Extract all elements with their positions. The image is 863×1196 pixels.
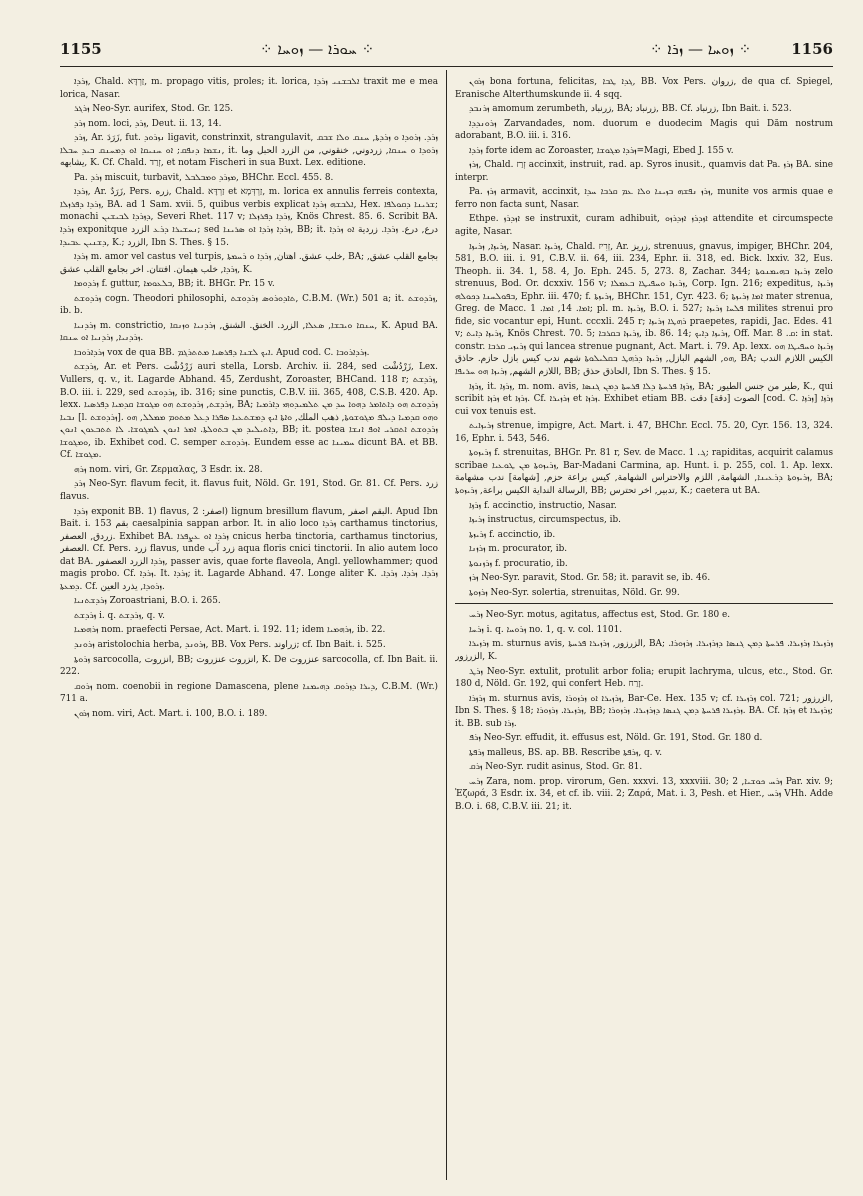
entry: ܙܪܕܫܬܢܝܐ Zoroastriani, B.O. i. 265. bbox=[74, 596, 221, 607]
entry: ܙܪܘܬܐ sarcocolla, انزروت, BB; انزروت عنزروت, K. De عنزروت sarcocolla, cf. Ibn Bait. ii. 222. bbox=[60, 654, 438, 678]
entry: ܙܪܕܫܬ, Ar. et Pers. زَرْدُشْت auri stella, Lorsb. Archiv. ii. 284, sed زَرْدُشْت, Lex. Vullers, q. v., it. Lagarde Abhand. 45, Zerdusht, Zoroaster, BHCand. 118 r; ܙܪܕܫܬ, B.O. iii. i. 229, sed ܙܪܕܘܫܬ, ib. 316; sine punctis, C.B.V. iii. 365, 408, C.S.B. 420. Ap. lexx. ܙܪܕܫܬ, ܙܪܕܘܫܬ ܗܘ ܡܓܘܫܐ ܩܕܡܝܐ ܕܦܪܣܝܐ, BA; ܙܪܕܘܫܬ ܗܘ ܕܐܬܐܡܪ ܕܗܘܐ ܚܕ ܡܢ ܬܠܡܝܕܘܗܝ ܕܐܪܡܝܐ ܢܒܝܐ [l. ܙܪܕܘܫܬ]. ܘܗܘ ܩܕܡܝܐ ܕܝܠܦ ܡܓܘܫܘܬܐ, ذهب الملك, ܘܐܬܐ ܐܝܟ ܕܡܫܬܥܝܐ ܣܦܪܐ ܕܥܠ ܡܬܘܡ ܡܡܠܠ, ܗܘ ܕܐܬܝܠܝܕ ܡܢ ܒܬܘܠܬܐ. ܐܡܪ ܐܢܘܢ ܠܡܓܘܫܐ. ܠܐ ܬܬܒܥܘܢ ܐܢܘܢ, BB; it. postea ܙܪܕܘܫܬ ܐܬܩܪܝ ܐܘܦ ܐܢܫܐ ܘܡܓܘܫܐ, ib. Exhibet cod. C. semper ܙܪܕܘܫܬ. Eundem esse ac ܚܡܝܢܐ dicunt BA. et BB. Cf. ܡܓܘܫܐ. bbox=[60, 362, 438, 461]
entry: ܙܪܦܬܐ malleus, BS. ap. BB. Rescribe ܙܪܦܬܐ, q. v. bbox=[469, 747, 663, 758]
entry: ܙܪܕܘܡܐ f. guttur, ܒܠܥܘܡܐ, BB; it. BHGr. Pr. 15 v. bbox=[74, 279, 275, 290]
entry: ܙܪܕܐܪܘܒܐ vox de qua BB. ܐܝܟ ܠܫܢܐ ܕܦܪܣܝܐ ܡܬܬܪܓܡ. Apud cod. C. ܙܪܕܐܪܘܒܐ. bbox=[74, 347, 370, 358]
section-rule bbox=[455, 603, 833, 604]
entry: ܙܪܕܐ forte idem ac Zoroaster, ܙܪܕܐ ܡܓܘܫܐ=Magi, Ebed J. 155 v. bbox=[469, 145, 734, 156]
entry: Pa. ܙܪܕ miscuit, turbavit, ܡܙܪܕ ܘܡܒܠܒܠ, BHChr. Eccl. 455. 8. bbox=[74, 172, 334, 183]
entry: ܙܪܕܫܬ i. q. ܙܪܕܫܬ, q. v. bbox=[74, 610, 165, 621]
entry: ܙܪܕ nom. loci, ܙܪܕ, Deut. ii. 13, 14. bbox=[74, 118, 222, 129]
left-page-number: 1155 bbox=[60, 40, 102, 58]
entry: ܙܪܙܘܬܐ Neo-Syr. solertia, strenuitas, Nöld. Gr. 99. bbox=[469, 587, 680, 598]
entry: ܙܪܙ Neo-Syr. paravit, Stod. Gr. 58; it. paravit se, ib. 46. bbox=[469, 573, 711, 584]
left-column bbox=[60, 76, 438, 1180]
entry: ܙܪܘܢܕ aristolochia herba, ܙܪܘܢܕ, BB. Vox Pers. زراوند; cf. Ibn Bait. i. 525. bbox=[74, 639, 386, 650]
entry: ܙܪܙܝܪܐ m. sturnus avis, الزرزور, ܙܪܙܝܪܐ ܦܪܚܬܐ, BA; ܙܪܙܝܪܐ ܙܪܙܝܪܐ. ܦܪܚܬܐ ܕܡܢ ܓܢܣܐ ܕܙܪܙܝܪܐ. ܙܪܙܘܪܐ. الزرزور, K. bbox=[455, 639, 833, 662]
entry: ܙܪܘܢ nom. viri, Act. Mart. i. 100, B.O. i. 189. bbox=[74, 708, 268, 719]
entry: ܙܪܕܐ exponit BB. 1) flavus, اصفر: 2) lignum bresillum flavum, البقم اصفر. Apud Ibn Bait. i. 153 بقم caesalpinia sappan arbor. It. in alio loco ܙܪܕܐ carthamus tinctorius, زردق, العصفر. Exhibet BA. ܙܪܕܐ ܐܘ ܥܨܦܪܐ cnicus herba tinctoria, carthamus tinctorius, العصفر. Cf. Pers. زرد flavus, unde زرد آب aqua floris cnici tinctorii. In alio autem loco dat BA. ܙܪܕܐ الزرد العصفور, passer avis, quae forte flaveola, Angl. yellowhammer; quod magis probo. Cf. ܙܪܕܐ. It. ܙܪܕܐ; it. Lagarde Abhand. 47. Longe aliter K. ܙܪܕܐ. ܙܪܕܐ. ܙܪܕܐ. ܕܡܥܬܐ. Cf. ܙܪܘܕܐ, يذرد العين. bbox=[60, 506, 438, 592]
entry: ܙܪܘܢ bona fortuna, felicitas, ܓܕܐ ܛܒܐ, BB. Vox Pers. زروان, de qua cf. Spiegel, Eranische Alterthumskunde ii. 4 sqq. bbox=[455, 77, 833, 100]
entry: ܙܪܝܙܐ, ܙܪܝܙܐ, Nasar. ܙܪܝܙܐ, Chald. זְרִיז, Ar. زريز, strenuus, gnavus, impiger, BHChr. 204, 581, B.O. iii. i. 91, C.B.V. ii. 64, iii. 234, Ephr. ii. 318, ed. Bick. lxxiv. 32, Eus. Theoph. ii. 34. 1, 58. 4, Jo. Eph. 245. 5, 273. 8, Zachar. 344; ܙܪܝܙܐ ܒܗܝܡܢܘܬܐ zelo strenuus, Bod. Or. dcxxiv. 156 v; ܙܪܝܙܐ ܘܚܦܝܛܐ ܒܥܡܠܐ, Corp. Ign. 216; expeditus, ܙܪܝܙܐ ܒܦܘܠܚܢܐ ܕܟܘܠܗ, Ephr. iii. 470; f. ܙܪܝܙܬܐ, BHChr. 151, Cyr. 423. 6; ܐܡܐ ܙܪܝܙܬܐ mater strenua, Greg. de Macc. ܐܡܐ. 14, ܐܡܐ. 1; pl. m. ܙܪܝܙܐ, B.O. i. 527; ܦܠܚܐ ܙܪܝܙܐ milites strenui pro fide, sic vocantur epi, Hunt. cccxli. 245 r; ܪܗܛܐ ܙܪܝܙܐ praepetes, rapidi, Jac. Edes. 41 v; ܙܪܝܙܐ ܕܐܝܬ, Knös Chrest. 70. 5; ܙܪܝܙܐ ܒܩܪܒܐ, ib. 86. 14; ܙܪܝܙܐ ܕܐܝܟ, Off. Mar. ܩ. 8: in stat. constr. ܙܪܝܙܝ ܩܪܒܐ qui lancea strenue pugnant, Act. Mart. i. 79. Ap. lexx. ܙܪܝܙܐ ܘܚܦܝܛܐ ܗܘ ܗܘ, الشهم البازل, ܙܪܝܙܐ ܕܪܗܛ ܒܩܠܝܠܘܬܐ شهم ندب كيس بازل حازم. حاذق, BA; الكيس اللازم الندب اللازم الشهم, ܙܪܝܙܐ ܗܘ ܚܪܝܦܐ, BB; الحاذق حذق, Ibn S. Thes. § 15. bbox=[455, 241, 833, 378]
entry: ܙܪܛ Neo-Syr. extulit, protulit arbor folia; erupit lachryma, ulcus, etc., Stod. Gr. 180 d, Nöld. Gr. 192, qui confert Heb. זָרַח. bbox=[455, 666, 833, 690]
entry: ܙܪܙܐ, it. ܙܪܙܐ, m. nom. avis, ܙܪܙܐ ܦܪܚܬܐ ܕܠܐ ܦܪܚܬܐ ܕܡܢ ܓܢܣܐ, BA; طير من جنس الطيور, K., qui scribit ܙܪܙܐ et ܙܪܙܐ. Cf. ܙܪܙܝܪܐ et ܙܪܙܐ. Exhibet etiam BB. الصوت [دقة] دقت [cod. C. ܙܪܙܐ] ܙܪܙܐ cui vox tenuis est. bbox=[455, 381, 833, 417]
entry: ܙܪܝܙܐܝܬ strenue, impigre, Act. Mart. i. 47, BHChr. Eccl. 75. 20, Cyr. 156. 13, 324. 16, Ephr. i. 543, 546. bbox=[455, 421, 833, 444]
right-running-title: ⁘ ܙܘܚܐ — ܙܪܐ ⁘ bbox=[650, 40, 752, 58]
entry: ܙܪܓܪ Neo-Syr. aurifex, Stod. Gr. 125. bbox=[74, 104, 234, 115]
entry: ܙܪܕ Neo-Syr. flavum fecit, it. flavus fuit, Nöld. Gr. 191, Stod. Gr. 81. Cf. Pers. زرد flavus. bbox=[60, 479, 438, 502]
entry: ܙܪܚ Neo-Syr. motus, agitatus, affectus est, Stod. Gr. 180 e. bbox=[469, 610, 731, 621]
entry: Pa. ܙܪܙ armavit, accinxit, ܙܪܙ ܢܦܫܗ ܒܙܝܢܐ ܘܠܐ ܥܡ ܩܪܒܐ ܚܕܐ, munite vos armis quae e ferro non facta sunt, Nasar. bbox=[455, 187, 833, 210]
running-header bbox=[60, 40, 833, 66]
entry: ܙܪܩ Neo-Syr. rudit asinus, Stod. Gr. 81. bbox=[469, 762, 643, 773]
entry: ܙܪܝܙܘܬܐ f. strenuitas, BHGr. Pr. 81 r, Sev. de Macc. ܓ. 1; rapiditas, acquirit calamus scribae ܙܪܝܙܘܬܐ ܡܢ ܛܘܥܝܐ, Bar-Madani Carmina, ap. Hunt. i. p. 255, col. 1. Ap. lexx. ܙܪܝܙܘܬܐ ܕܪܥܝܢܐ, الشهامة, اللزم والاحتراس الشهامة, كيس براعة حزم, [شهامة] ندب مشهامة, BA; الرسالة النداية الكيس براعة, ܙܪܝܙܘܬܐ, BB; تدبير, اخر تحترس, K.; caetera ut BA. bbox=[455, 448, 833, 496]
entry: ܙܪܚ Zara, nom. prop. virorum, Gen. xxxvi. 13, xxxviii. 30; ܙܪܚ ܟܘܫܝܐ, 2 Par. xiv. 9; Ἐζωρά, 3 Esdr. ix. 34, et cf. ib. viii. 2; Ζαρά, Mat. i. 3, Pesh. et Hier., ܙܪܚ VHh. Adde B.O. i. 68, C.B.V. iii. 21; it. bbox=[455, 776, 833, 812]
entry: ܙܪܢܒܕ amomum zerumbeth, زرنباد, BA; زرنباد, BB. Cf. زرنباد, Ibn Bait. i. 523. bbox=[469, 104, 792, 115]
entry: ܙܪܗܡܝܐ nom. praefecti Persae, Act. Mart. i. 192. 11; idem ܙܪܗܡܝܐ, ib. 22. bbox=[74, 625, 386, 636]
right-page-number: 1156 bbox=[791, 40, 833, 58]
entry: ܙܪܕ, Ar. زَرَدَ, fut. ܢܙܪܘܕ ligavit, constrinxit, strangulavit, ܙܪܕ. ܙܪܘܕܐ ܘ ܙܪܕܬܐ, ܚܢܩ ܘܠܐ ܫܒܩ ܢܫܡܐ ܕܢܦܩ; ܐܘ ܚܢܝܩܐ ܐܘ ܕܡܚܢܩ ܒܝܕ ܚܒܠܐ, it. ܙܪܘܕܐ ܘ ܚܢܩܐ, زردوني, خنقوني, من الزرد الحبل وما يشابهه, K. Cf. Chald. זְרַד, et notam Fischeri in sua Buxt. Lex. editione. bbox=[60, 133, 438, 169]
entry: ܙܪܝܙܬܐ f. accinctio, ib. bbox=[469, 529, 556, 540]
column-divider bbox=[446, 70, 447, 1180]
entry: ܙܪܕܐ m. amor vel castus vel turpis, خلب عشق. اهتان, ܙܪܕܐ ܘ ܪܚܡܬܐ, BA; بجامع القلب عشق, ܙܪܕܐ, خلب هيمان. افتتان. اخر بجامع القلب عشق, K. bbox=[60, 252, 438, 275]
entry: ܙܪܕܐ, Ar. زَرَدٌ, Pers. زره, Chald. זַרְדָּא et זַרְדְּמָא, m. lorica ex annulis ferreis contexta, ܙܪܕܐ ܕܦܪܙܠܐ, BA. ad 1 Sam. xvii. 5, quibus verbis explicat ܐܠܒܫܗ ܙܪܕܐ, Hex. ܫܪܝܢܐ ܕܩܘܠܦܐ; monachi ܕܙܪܕܐ ܠܒܝܫܝܢ, Severi Rhet. 117 v; ܙܪܕܐ ܕܦܪܙܠܐ, Knös Chrest. 85. 6. Scribit BA. ܙܪܕܐ exponitque ܢܚܫܝܪܐ ܕܪܥ الزرد; sed ܙܪܕܐ ܙܪܕܐ ܐܘ ܣܪܝܢܐ, BB; it. درع, درع. ܙܪܕܐ. زردية ܐܘ ܙܪܕܐ ܕܫܢܝܢ ܥܒܝܕܐ, K.; الزرد, Ibn S. Thes. § 15. bbox=[60, 187, 438, 248]
entry: ܙܪܦ Neo-Syr. effudit, it. effusus est, Nöld. Gr. 191, Stod. Gr. 180 d. bbox=[469, 733, 763, 744]
entry: ܙܪܙܐ f. accinctio, instructio, Nasar. bbox=[469, 500, 617, 511]
entry: ܙܪܙܢܐ m. procurator, ib. bbox=[469, 544, 568, 555]
entry: Ethpe. ܐܙܕܪܙ se instruxit, curam adhibuit, ܐܙܕܪܙ ܐܙܕܪܙܘ attendite et circumspecte agite, Nasar. bbox=[455, 214, 833, 238]
entry: ܙܪܘܢܕܕܐ Zarvandades, nom. duorum e duodecim Magis qui Dăm nostrum adorabant, B.O. iii. i. 316. bbox=[455, 118, 833, 142]
left-running-title: ⁘ ܚܘܪܐ — ܙܘܚܐ ⁘ bbox=[260, 40, 375, 58]
right-column bbox=[455, 76, 833, 1180]
entry: ܙܪܕܐ, Chald. זַרְדָּא, m. propago vitis, proles; it. lorica, ܐܠܒܫܢܝ ܙܪܕܐ traxit me e mea lorica, Nasar. bbox=[60, 77, 438, 100]
entry: ܙܪܕܢܝܐ m. constrictio, ܚܢܩܐ ܘܝܒܫܐ, ܣܥܠܐ, الزرد. الخنق. الشنق, ܙܪܕܢܝܐ ܘܙܢܩܐ, K. Apud BA. ܙܪܕܢܝܐ, ܙܪܕܢܝܐ ܐܘ ܚܢܩܐ. bbox=[60, 320, 438, 344]
header-rule bbox=[60, 66, 833, 67]
entry: ܙܪܝܙܐ instructus, circumspectus, ib. bbox=[469, 515, 622, 526]
entry: ܙܪܚܐ i. q. ܙܪܘܚܐ no. 1, q. v. col. 1101. bbox=[469, 624, 623, 635]
entry: ܙܪܕܘܫܬ cogn. Theodori philosophi, ܬܐܕܘܪܘܣ ܙܪܕܘܫܬ, C.B.M. (Wr.) 501 a; it. ܙܪܕܘܫܬ, ib. b. bbox=[60, 293, 438, 317]
entry: ܙܪܙܪܐ m. sturnus avis, ܙܪܙܝܪܐ ܐܘ ܙܪܙܘܪܐ, Bar-Ce. Hex. 135 v; cf. ܙܪܙܝܪܐ col. 721; الزرزور, Ibn S. Thes. § 18; ܙܪܙܝܪܐ. ܙܪܙܘܪܐ, BB; ܙܪܙܝܪܐ ܦܪܚܬܐ ܕܡܢ ܓܢܣܐ ܕܙܪܙܝܪܐ. ܙܪܙܘܪܐ. BA. Cf. ܙܪܙܐ et ܙܪܙܝܪܐ; it. BB. sub ܙܪܐ. bbox=[455, 693, 833, 729]
entry: ܙܪܙ, Chald. זְרַז accinxit, instruit, rad. ap. Syros inusit., quamvis dat Pa. ܙܪܙ BA. sine interpr. bbox=[455, 160, 833, 183]
entry: ܙܪܗ nom. viri, Gr. Ζερμαλας, 3 Esdr. ix. 28. bbox=[74, 464, 263, 475]
entry: ܙܪܘܩ nom. coenobii in regione Damascena, plene ܕܝܪܐ ܕܙܪܘܩ ܕܗܝܡܢܐ, C.B.M. (Wr.) 711 a. bbox=[60, 681, 438, 705]
entry: ܙܪܙܢܘܬܐ f. procuratio, ib. bbox=[469, 558, 568, 569]
